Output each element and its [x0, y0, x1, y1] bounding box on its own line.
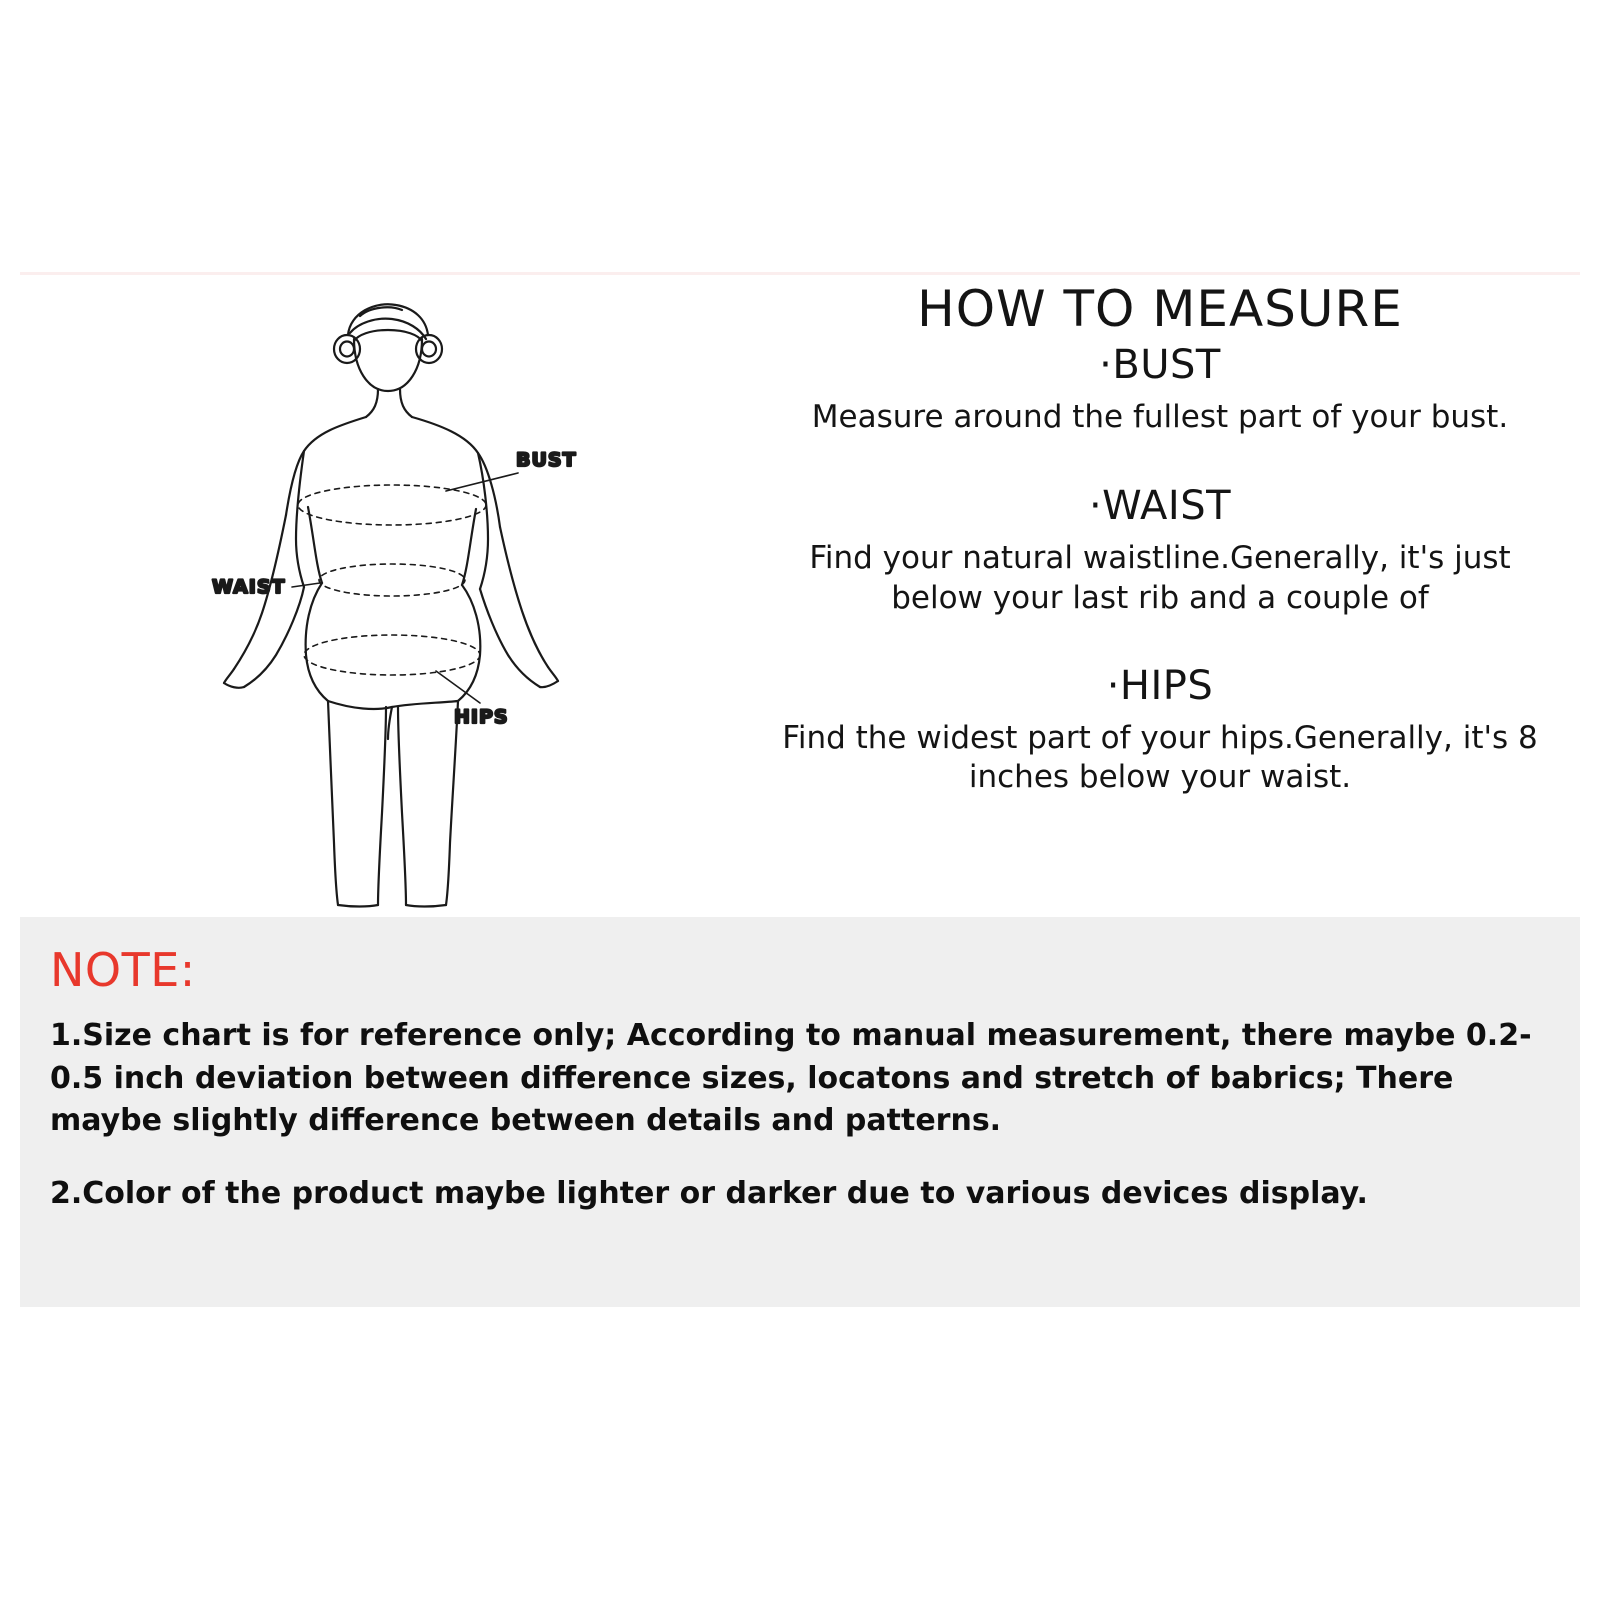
page-title: HOW TO MEASURE [917, 280, 1403, 338]
female-body-figure-icon [200, 283, 620, 913]
note-panel [20, 917, 1580, 1307]
measure-instructions [740, 275, 1580, 798]
note-item-2: 2.Color of the product maybe lighter or darker due to various devices display. [50, 1175, 1368, 1211]
bust-description: Measure around the fullest part of your bust. [811, 398, 1509, 435]
label-waist: WAIST [212, 576, 286, 598]
hips-description: Find the widest part of your hips.Generally, it's 8 inches below your waist. [782, 719, 1538, 796]
note-title: NOTE: [50, 943, 196, 997]
note-item-1: 1.Size chart is for reference only; According to manual measurement, there maybe 0.2-0.5 inch deviation between difference sizes, locatons and stretch of babrics; There maybe slightly difference between details and patterns. [50, 1018, 1532, 1139]
how-to-measure-panel [20, 272, 1580, 920]
body-measurement-illustration [200, 283, 620, 913]
waist-heading: ·WAIST [1088, 483, 1232, 530]
label-bust: BUST [516, 449, 577, 471]
waist-description: Find your natural waistline.Generally, it's just below your last rib and a couple of [809, 540, 1511, 616]
label-hips: HIPS [454, 706, 509, 728]
hips-heading: ·HIPS [1106, 662, 1214, 709]
bust-heading: ·BUST [1099, 341, 1221, 388]
